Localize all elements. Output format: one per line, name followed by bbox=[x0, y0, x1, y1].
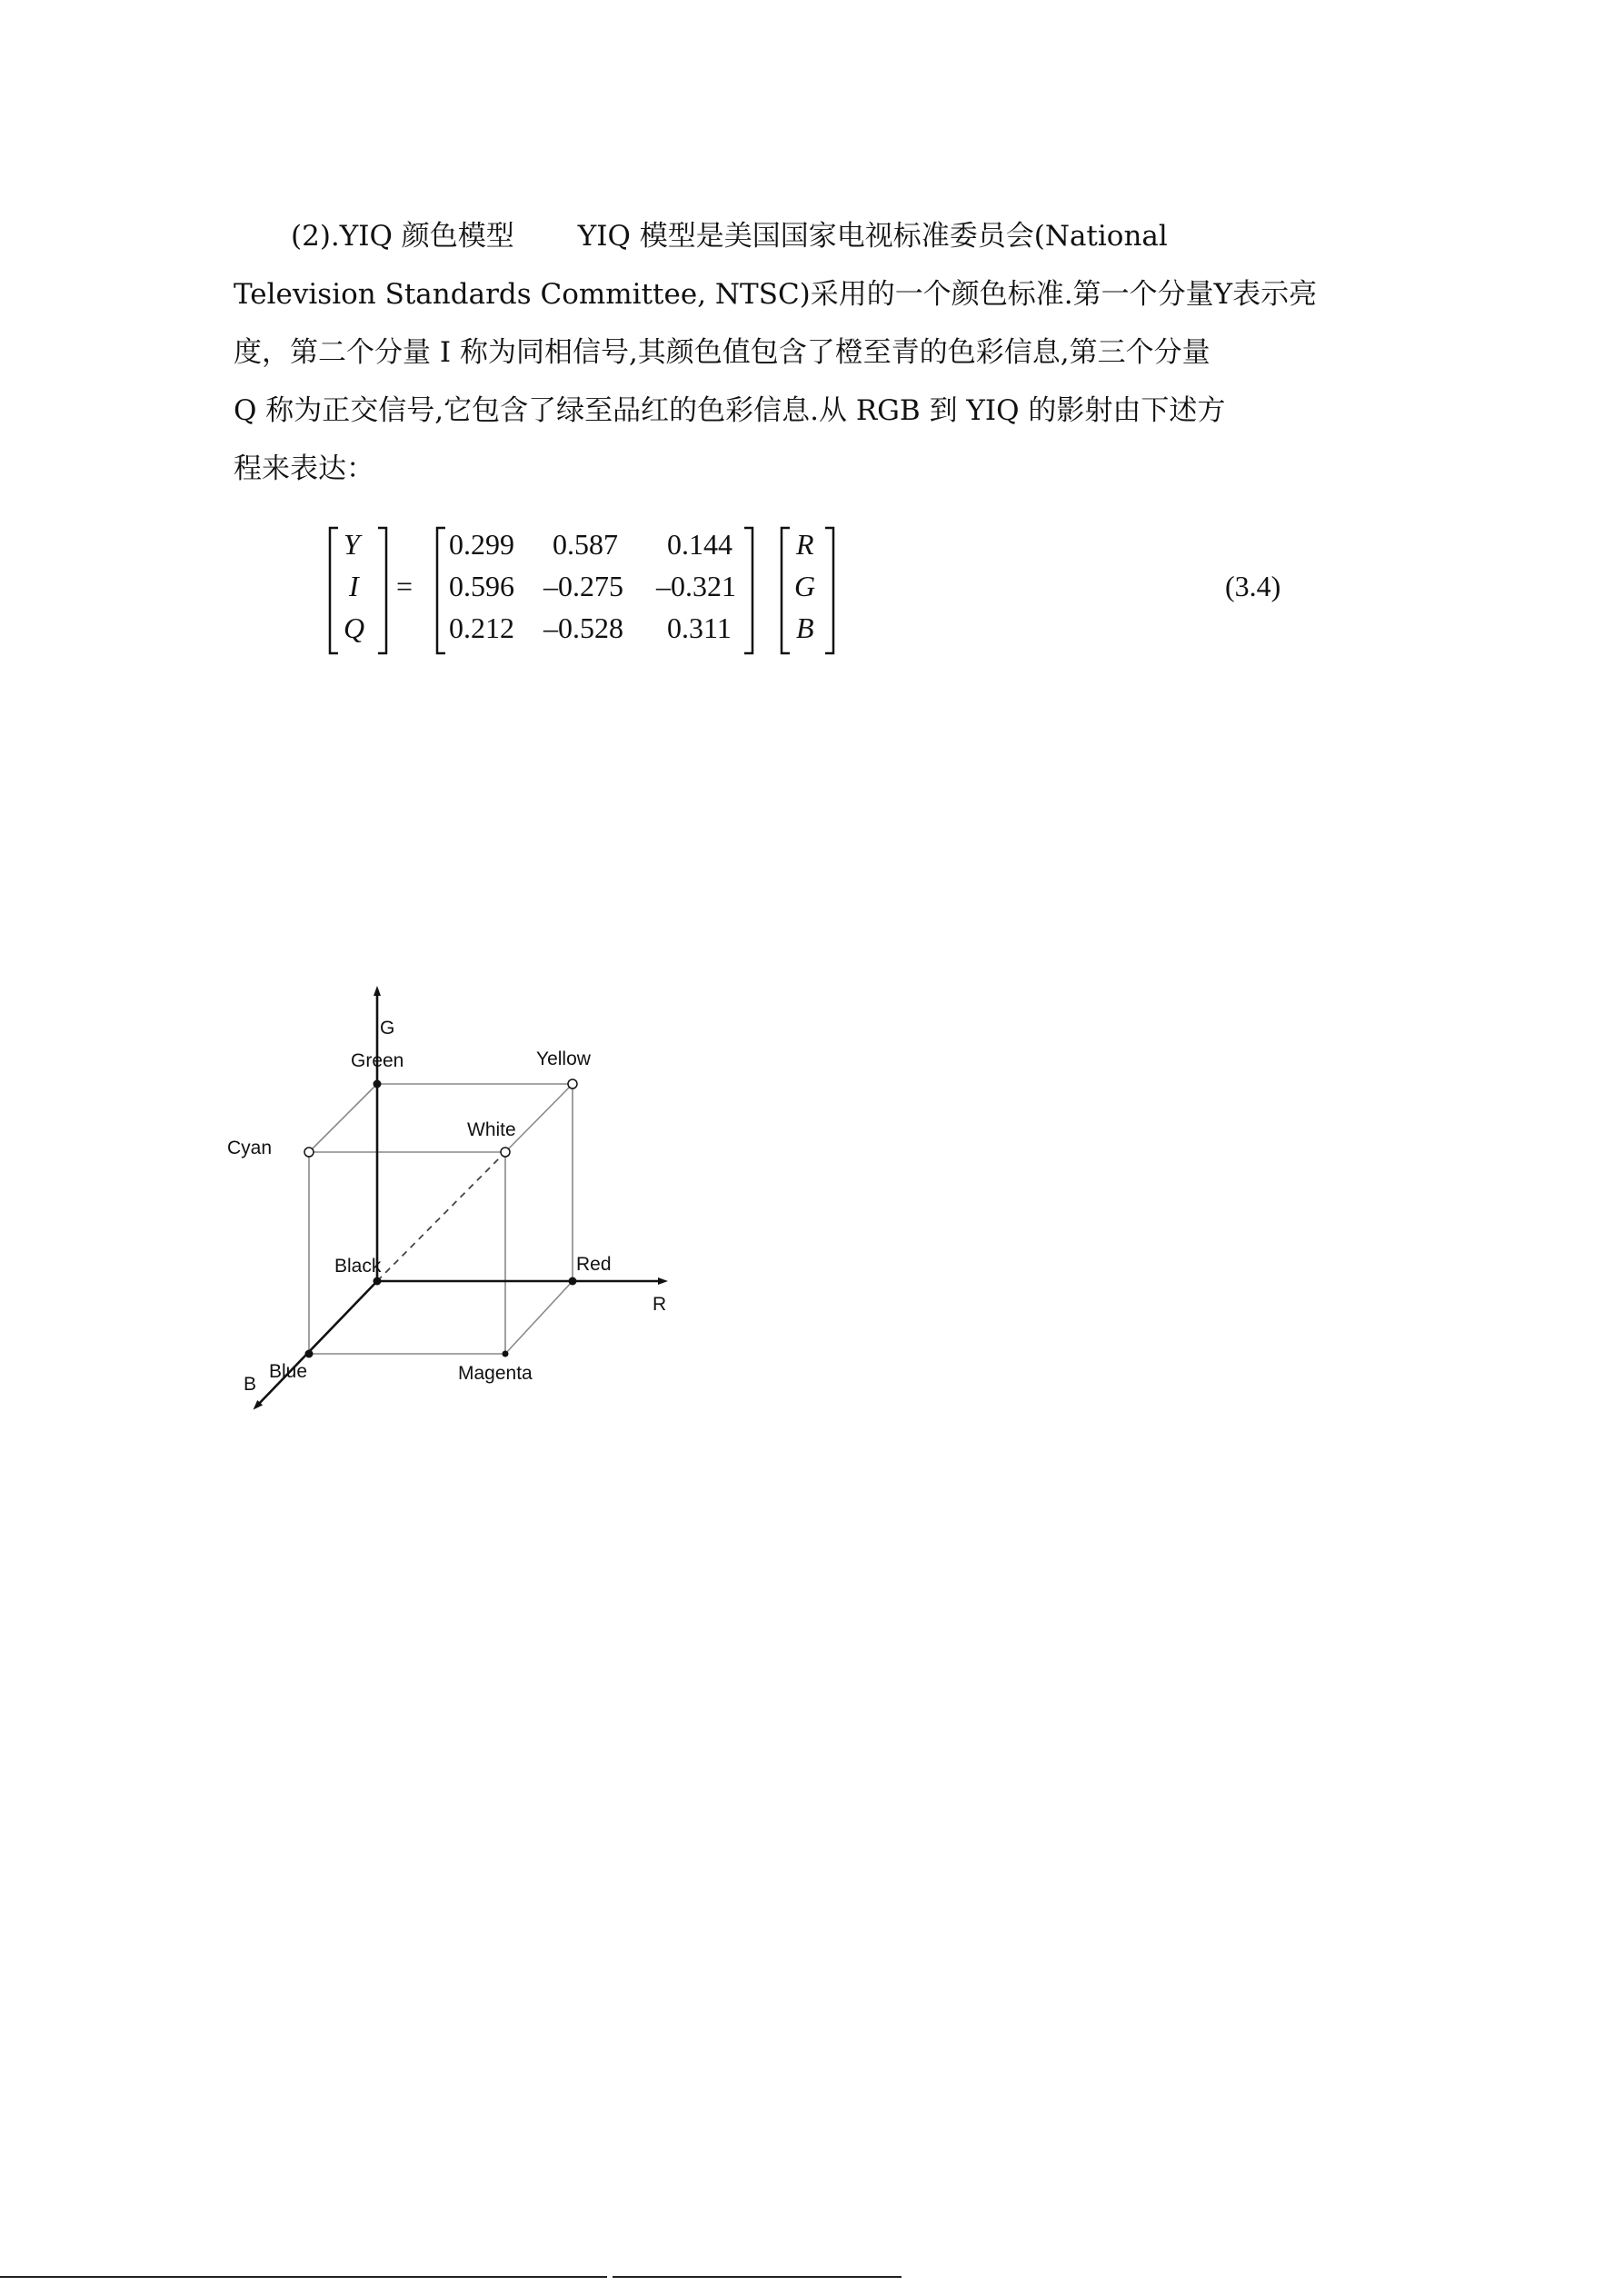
label-blue: Blue bbox=[269, 1361, 308, 1382]
matrix-r2c1: 0.596 bbox=[449, 570, 514, 602]
edge-yellow-white bbox=[505, 1084, 573, 1152]
matrix-r3c1: 0.212 bbox=[449, 611, 514, 644]
vertex-blue bbox=[305, 1350, 314, 1358]
vertex-yellow bbox=[568, 1079, 577, 1088]
matrix-r1c2: 0.587 bbox=[553, 528, 618, 561]
text-line-4: Q 称为正交信号,它包含了绿至品红的色彩信息.从 RGB 到 YIQ 的影射由下述方 bbox=[234, 394, 1226, 427]
equals-sign: = bbox=[396, 570, 413, 602]
rhs-right-bracket bbox=[825, 528, 833, 653]
b-axis bbox=[256, 1281, 377, 1406]
label-white: White bbox=[467, 1119, 516, 1140]
labels bbox=[227, 1018, 666, 1395]
label-magenta: Magenta bbox=[458, 1363, 533, 1384]
axis-label-r: R bbox=[653, 1294, 667, 1315]
lhs-right-bracket bbox=[378, 528, 386, 653]
lhs-i: I bbox=[349, 570, 359, 602]
text-line-2: Television Standards Committee, NTSC)采用的一个颜色标准.第一个分量Y表示亮 bbox=[234, 278, 1318, 311]
vertex-red bbox=[569, 1277, 577, 1286]
label-cyan: Cyan bbox=[227, 1138, 273, 1158]
rhs-b: B bbox=[796, 611, 814, 644]
matrix-r2c2: –0.275 bbox=[543, 570, 623, 602]
label-green: Green bbox=[351, 1050, 404, 1071]
edge-green-cyan bbox=[309, 1084, 377, 1152]
text-line-5: 程来表达： bbox=[234, 452, 374, 485]
matrix-r1c1: 0.299 bbox=[449, 528, 514, 561]
black-white-diagonal bbox=[377, 1152, 505, 1281]
rhs-r: R bbox=[796, 528, 814, 561]
vertex-black bbox=[374, 1277, 382, 1286]
rhs-left-bracket bbox=[782, 528, 790, 653]
lhs-q: Q bbox=[344, 611, 365, 644]
equation-3-4 bbox=[327, 522, 1290, 659]
equation-number: (3.4) bbox=[1225, 570, 1281, 602]
text-line-3: 度，第二个分量 I 称为同相信号,其颜色值包含了橙至青的色彩信息,第三个分量 bbox=[234, 336, 1211, 369]
axes bbox=[256, 990, 663, 1406]
lhs-y: Y bbox=[344, 528, 360, 561]
text-line-1: (2).YIQ 颜色模型 YIQ 模型是美国国家电视标准委员会(National bbox=[291, 220, 1168, 253]
label-yellow: Yellow bbox=[536, 1049, 591, 1069]
label-red: Red bbox=[576, 1254, 612, 1275]
body-paragraph bbox=[234, 207, 1318, 498]
vertex-white bbox=[501, 1148, 510, 1157]
label-black: Black bbox=[334, 1256, 382, 1277]
matrix-r3c2: –0.528 bbox=[543, 611, 623, 644]
edge-red-magenta bbox=[505, 1281, 573, 1354]
cube-edges bbox=[309, 1084, 573, 1354]
matrix-r2c3: –0.321 bbox=[656, 570, 736, 602]
matrix-r1c3: 0.144 bbox=[667, 528, 732, 561]
axis-label-g: G bbox=[380, 1018, 395, 1039]
matrix-right-bracket bbox=[744, 528, 752, 653]
axis-label-b: B bbox=[244, 1374, 257, 1395]
matrix-left-bracket bbox=[437, 528, 445, 653]
footer-rule-left bbox=[0, 2276, 607, 2278]
rhs-g: G bbox=[794, 570, 816, 602]
section-heading: (2).YIQ 颜色模型 bbox=[291, 220, 514, 253]
lhs-left-bracket bbox=[330, 528, 338, 653]
vertex-green bbox=[374, 1080, 382, 1088]
matrix-r3c3: 0.311 bbox=[667, 611, 732, 644]
footer-rule-right bbox=[613, 2276, 902, 2278]
rgb-cube-figure bbox=[218, 981, 691, 1436]
vertex-cyan bbox=[304, 1148, 314, 1157]
vertex-magenta bbox=[503, 1351, 509, 1357]
